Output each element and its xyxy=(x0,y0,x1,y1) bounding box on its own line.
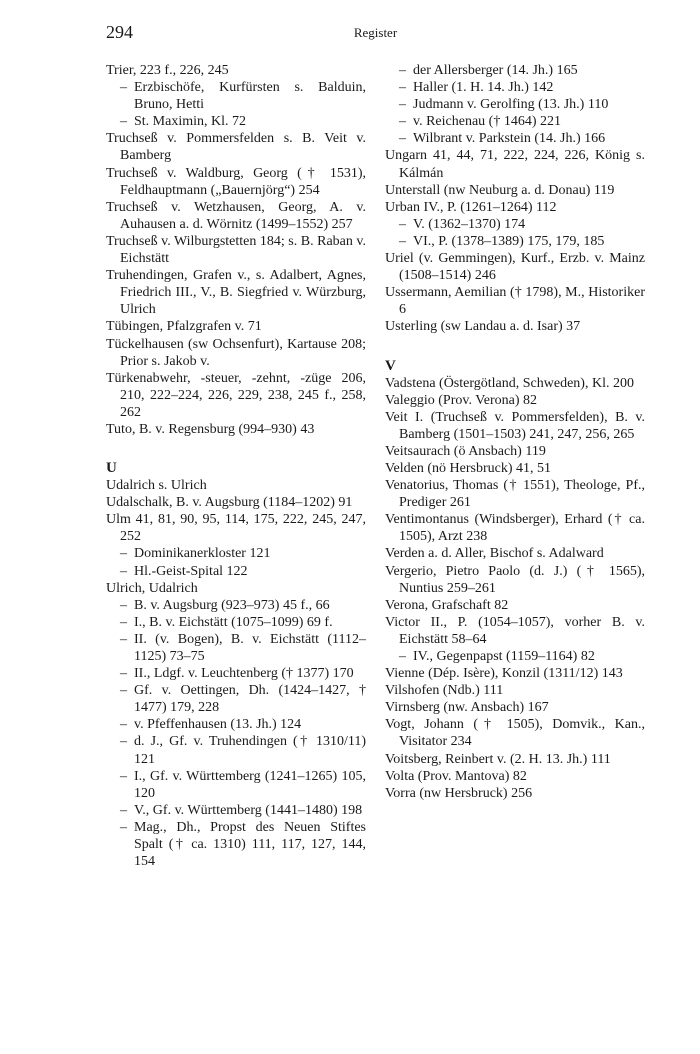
entry-text: Ventimontanus (Windsberger), Erhard († ca. 1505), Arzt 238 xyxy=(385,512,645,545)
entry-text: d. J., Gf. v. Truhendingen († 1310/11) 121 xyxy=(134,734,366,767)
index-column-left xyxy=(106,62,366,870)
index-entry xyxy=(385,768,645,785)
index-entry xyxy=(385,443,645,460)
entry-text: Truchseß v. Pommersfelden s. B. Veit v. Bamberg xyxy=(106,131,366,164)
index-entry xyxy=(385,182,645,199)
entry-text: Türkenabwehr, -steuer, -zehnt, -züge 206, 210, 222–224, 226, 229, 238, 245 f., 258, 262 xyxy=(106,370,366,420)
index-entry xyxy=(385,716,645,750)
index-entry xyxy=(385,682,645,699)
index-entry xyxy=(106,421,366,438)
running-head: Register xyxy=(353,25,398,40)
entry-text: II., Ldgf. v. Leuchtenberg († 1377) 170 xyxy=(134,666,354,682)
index-entry xyxy=(106,62,366,79)
page-header xyxy=(106,22,645,48)
entry-text: Truchseß v. Wilburgstetten 184; s. B. Raban v. Eichstätt xyxy=(106,233,366,267)
subentry-dash: – xyxy=(399,63,406,78)
index-entry xyxy=(106,580,366,597)
subentry-dash: – xyxy=(120,819,127,835)
index-subentry xyxy=(385,648,645,665)
index-column-right xyxy=(385,62,645,802)
subentry-dash: – xyxy=(399,649,406,664)
section-letter: V xyxy=(385,357,396,374)
index-subentry xyxy=(385,233,645,250)
entry-text: Udalschalk, B. v. Augsburg (1184–1202) 91 xyxy=(106,495,353,511)
entry-text: I., Gf. v. Württemberg (1241–1265) 105, 120 xyxy=(134,768,366,801)
entry-text: Haller (1. H. 14. Jh.) 142 xyxy=(413,80,554,96)
entry-text: Ulrich, Udalrich xyxy=(106,580,198,596)
entry-text: Urban IV., P. (1261–1264) 112 xyxy=(385,199,557,215)
section-letter: U xyxy=(106,460,117,477)
index-subentry xyxy=(106,733,366,767)
entry-text: Virnsberg (nw. Ansbach) 167 xyxy=(385,700,549,716)
index-entry xyxy=(385,199,645,216)
index-entry xyxy=(106,370,366,421)
entry-text: Volta (Prov. Mantova) 82 xyxy=(385,768,527,784)
entry-text: Ussermann, Aemilian († 1798), M., Historiker 6 xyxy=(385,285,645,318)
subentry-dash: – xyxy=(399,233,406,249)
index-entry xyxy=(385,147,645,181)
index-entry xyxy=(106,130,366,164)
entry-text: Gf. v. Oettingen, Dh. (1424–1427, † 1477) 179, 228 xyxy=(134,683,366,716)
index-entry xyxy=(106,336,366,370)
entry-text: Vorra (nw Hersbruck) 256 xyxy=(385,785,533,801)
entry-text: Truchseß v. Waldburg, Georg († 1531), Feldhauptmann („Bauernjörg“) 254 xyxy=(106,165,366,198)
index-subentry xyxy=(106,819,366,870)
subentry-dash: – xyxy=(399,80,406,96)
entry-text: St. Maximin, Kl. 72 xyxy=(134,114,247,130)
subentry-dash: – xyxy=(120,802,127,818)
entry-text: Ulm 41, 81, 90, 95, 114, 175, 222, 245, 247, 252 xyxy=(106,512,366,545)
index-subentry xyxy=(385,130,645,147)
entry-text: Vilshofen (Ndb.) 111 xyxy=(385,683,504,699)
index-entry xyxy=(385,751,645,768)
entry-text: Ungarn 41, 44, 71, 222, 224, 226, König s. Kálmán xyxy=(385,148,645,181)
index-entry xyxy=(106,318,366,335)
entry-text: v. Reichenau († 1464) 221 xyxy=(413,114,561,130)
entry-text: v. Pfeffenhausen (13. Jh.) 124 xyxy=(134,717,302,733)
entry-text: Udalrich s. Ulrich xyxy=(106,478,207,494)
subentry-dash: – xyxy=(120,563,127,579)
index-entry xyxy=(106,511,366,545)
entry-text: Tübingen, Pfalzgrafen v. 71 xyxy=(106,319,262,335)
index-entry xyxy=(385,545,645,562)
entry-text: I., B. v. Eichstätt (1075–1099) 69 f. xyxy=(134,614,333,630)
entry-text: Valeggio (Prov. Verona) 82 xyxy=(385,392,538,408)
subentry-dash: – xyxy=(120,683,127,699)
entry-text: VI., P. (1378–1389) 175, 179, 185 xyxy=(413,233,605,249)
index-entry xyxy=(385,250,645,284)
index-subentry xyxy=(106,665,366,682)
subentry-dash: – xyxy=(120,114,127,130)
entry-text: Truhendingen, Grafen v., s. Adalbert, Agnes, Friedrich III., V., B. Siegfried v. Würzburg, Ulrich xyxy=(106,268,366,318)
entry-text: Verden a. d. Aller, Bischof s. Adalward xyxy=(385,546,604,562)
subentry-dash: – xyxy=(120,734,127,750)
subentry-dash: – xyxy=(399,131,406,147)
subentry-dash: – xyxy=(120,546,127,562)
entry-text: Tuto, B. v. Regensburg (994–930) 43 xyxy=(106,421,315,437)
entry-text: Vadstena (Östergötland, Schweden), Kl. 200 xyxy=(385,375,634,391)
index-entry xyxy=(385,785,645,802)
index-entry xyxy=(385,563,645,597)
entry-text: Victor II., P. (1054–1057), vorher B. v. Eichstätt 58–64 xyxy=(385,614,645,647)
index-subentry xyxy=(106,563,366,580)
entry-text: II. (v. Bogen), B. v. Eichstätt (1112–1125) 73–75 xyxy=(134,631,366,664)
subentry-dash: – xyxy=(120,631,127,647)
index-subentry xyxy=(385,96,645,113)
entry-text: Veit I. (Truchseß v. Pommersfelden), B. v. Bamberg (1501–1503) 241, 247, 256, 265 xyxy=(385,409,645,442)
entry-text: Dominikanerkloster 121 xyxy=(134,546,271,562)
entry-text: B. v. Augsburg (923–973) 45 f., 66 xyxy=(134,597,330,613)
section-gap xyxy=(385,336,645,358)
index-subentry xyxy=(106,768,366,802)
entry-text: IV., Gegenpapst (1159–1164) 82 xyxy=(413,649,595,664)
index-entry xyxy=(385,392,645,409)
index-entry xyxy=(106,199,366,233)
index-entry xyxy=(385,409,645,443)
index-subentry xyxy=(106,802,366,819)
index-subentry xyxy=(106,716,366,733)
subentry-dash: – xyxy=(120,666,127,682)
subentry-dash: – xyxy=(120,768,127,784)
entry-text: V. (1362–1370) 174 xyxy=(413,216,526,232)
entry-text: Truchseß v. Wetzhausen, Georg, A. v. Auhausen a. d. Wörnitz (1499–1552) 257 xyxy=(106,199,366,232)
index-entry xyxy=(106,165,366,199)
entry-text: Verona, Grafschaft 82 xyxy=(385,597,509,613)
subentry-dash: – xyxy=(399,216,406,232)
index-entry xyxy=(385,284,645,318)
index-entry xyxy=(385,511,645,545)
entry-text: Vogt, Johann († 1505), Domvik., Kan., Visitator 234 xyxy=(385,717,645,750)
entry-text: Uriel (v. Gemmingen), Kurf., Erzb. v. Mainz (1508–1514) 246 xyxy=(385,251,645,284)
subentry-dash: – xyxy=(120,614,127,630)
entry-text: Vergerio, Pietro Paolo (d. J.) († 1565), Nuntius 259–261 xyxy=(385,563,645,596)
section-gap xyxy=(106,438,366,460)
subentry-dash: – xyxy=(399,114,406,130)
subentry-dash: – xyxy=(120,717,127,733)
entry-text: Veitsaurach (ö Ansbach) 119 xyxy=(385,443,546,459)
index-entry xyxy=(385,477,645,511)
entry-text: Tückelhausen (sw Ochsenfurt), Kartause 208; Prior s. Jakob v. xyxy=(106,336,366,369)
entry-text: Judmann v. Gerolfing (13. Jh.) 110 xyxy=(413,97,609,113)
index-subentry xyxy=(106,597,366,614)
entry-text: Trier, 223 f., 226, 245 xyxy=(106,63,229,78)
index-entry xyxy=(106,477,366,494)
page-number: 294 xyxy=(106,22,133,42)
entry-text: Usterling (sw Landau a. d. Isar) 37 xyxy=(385,319,581,335)
index-entry xyxy=(106,233,366,267)
entry-text: Unterstall (nw Neuburg a. d. Donau) 119 xyxy=(385,182,615,198)
entry-text: Mag., Dh., Propst des Neuen Stiftes Spalt († ca. 1310) 111, 117, 127, 144, 154 xyxy=(134,819,366,870)
subentry-dash: – xyxy=(120,597,127,613)
entry-text: Velden (nö Hersbruck) 41, 51 xyxy=(385,460,552,476)
index-entry xyxy=(385,665,645,682)
entry-text: der Allersberger (14. Jh.) 165 xyxy=(413,63,578,78)
entry-text: Hl.-Geist-Spital 122 xyxy=(134,563,248,579)
index-subentry xyxy=(106,545,366,562)
index-entry xyxy=(385,375,645,392)
index-subentry xyxy=(106,79,366,113)
entry-text: Erzbischöfe, Kurfürsten s. Balduin, Bruno, Hetti xyxy=(134,80,366,113)
entry-text: Vienne (Dép. Isère), Konzil (1311/12) 143 xyxy=(385,666,623,682)
index-subentry xyxy=(385,79,645,96)
index-entry xyxy=(385,460,645,477)
subentry-dash: – xyxy=(120,80,127,96)
index-entry xyxy=(385,597,645,614)
subentry-dash: – xyxy=(399,97,406,113)
entry-text: Wilbrant v. Parkstein (14. Jh.) 166 xyxy=(413,131,606,147)
index-entry xyxy=(385,318,645,335)
index-subentry xyxy=(106,682,366,716)
entry-text: Voitsberg, Reinbert v. (2. H. 13. Jh.) 111 xyxy=(385,751,611,767)
index-entry xyxy=(106,494,366,511)
index-subentry xyxy=(385,216,645,233)
index-subentry xyxy=(106,113,366,130)
index-entry xyxy=(106,267,366,318)
index-subentry xyxy=(106,614,366,631)
entry-text: V., Gf. v. Württemberg (1441–1480) 198 xyxy=(134,802,363,818)
entry-text: Venatorius, Thomas († 1551), Theologe, Pf., Prediger 261 xyxy=(385,478,645,511)
index-subentry xyxy=(385,113,645,130)
index-entry xyxy=(385,614,645,648)
index-subentry xyxy=(106,631,366,665)
index-subentry xyxy=(385,62,645,79)
index-entry xyxy=(385,699,645,716)
